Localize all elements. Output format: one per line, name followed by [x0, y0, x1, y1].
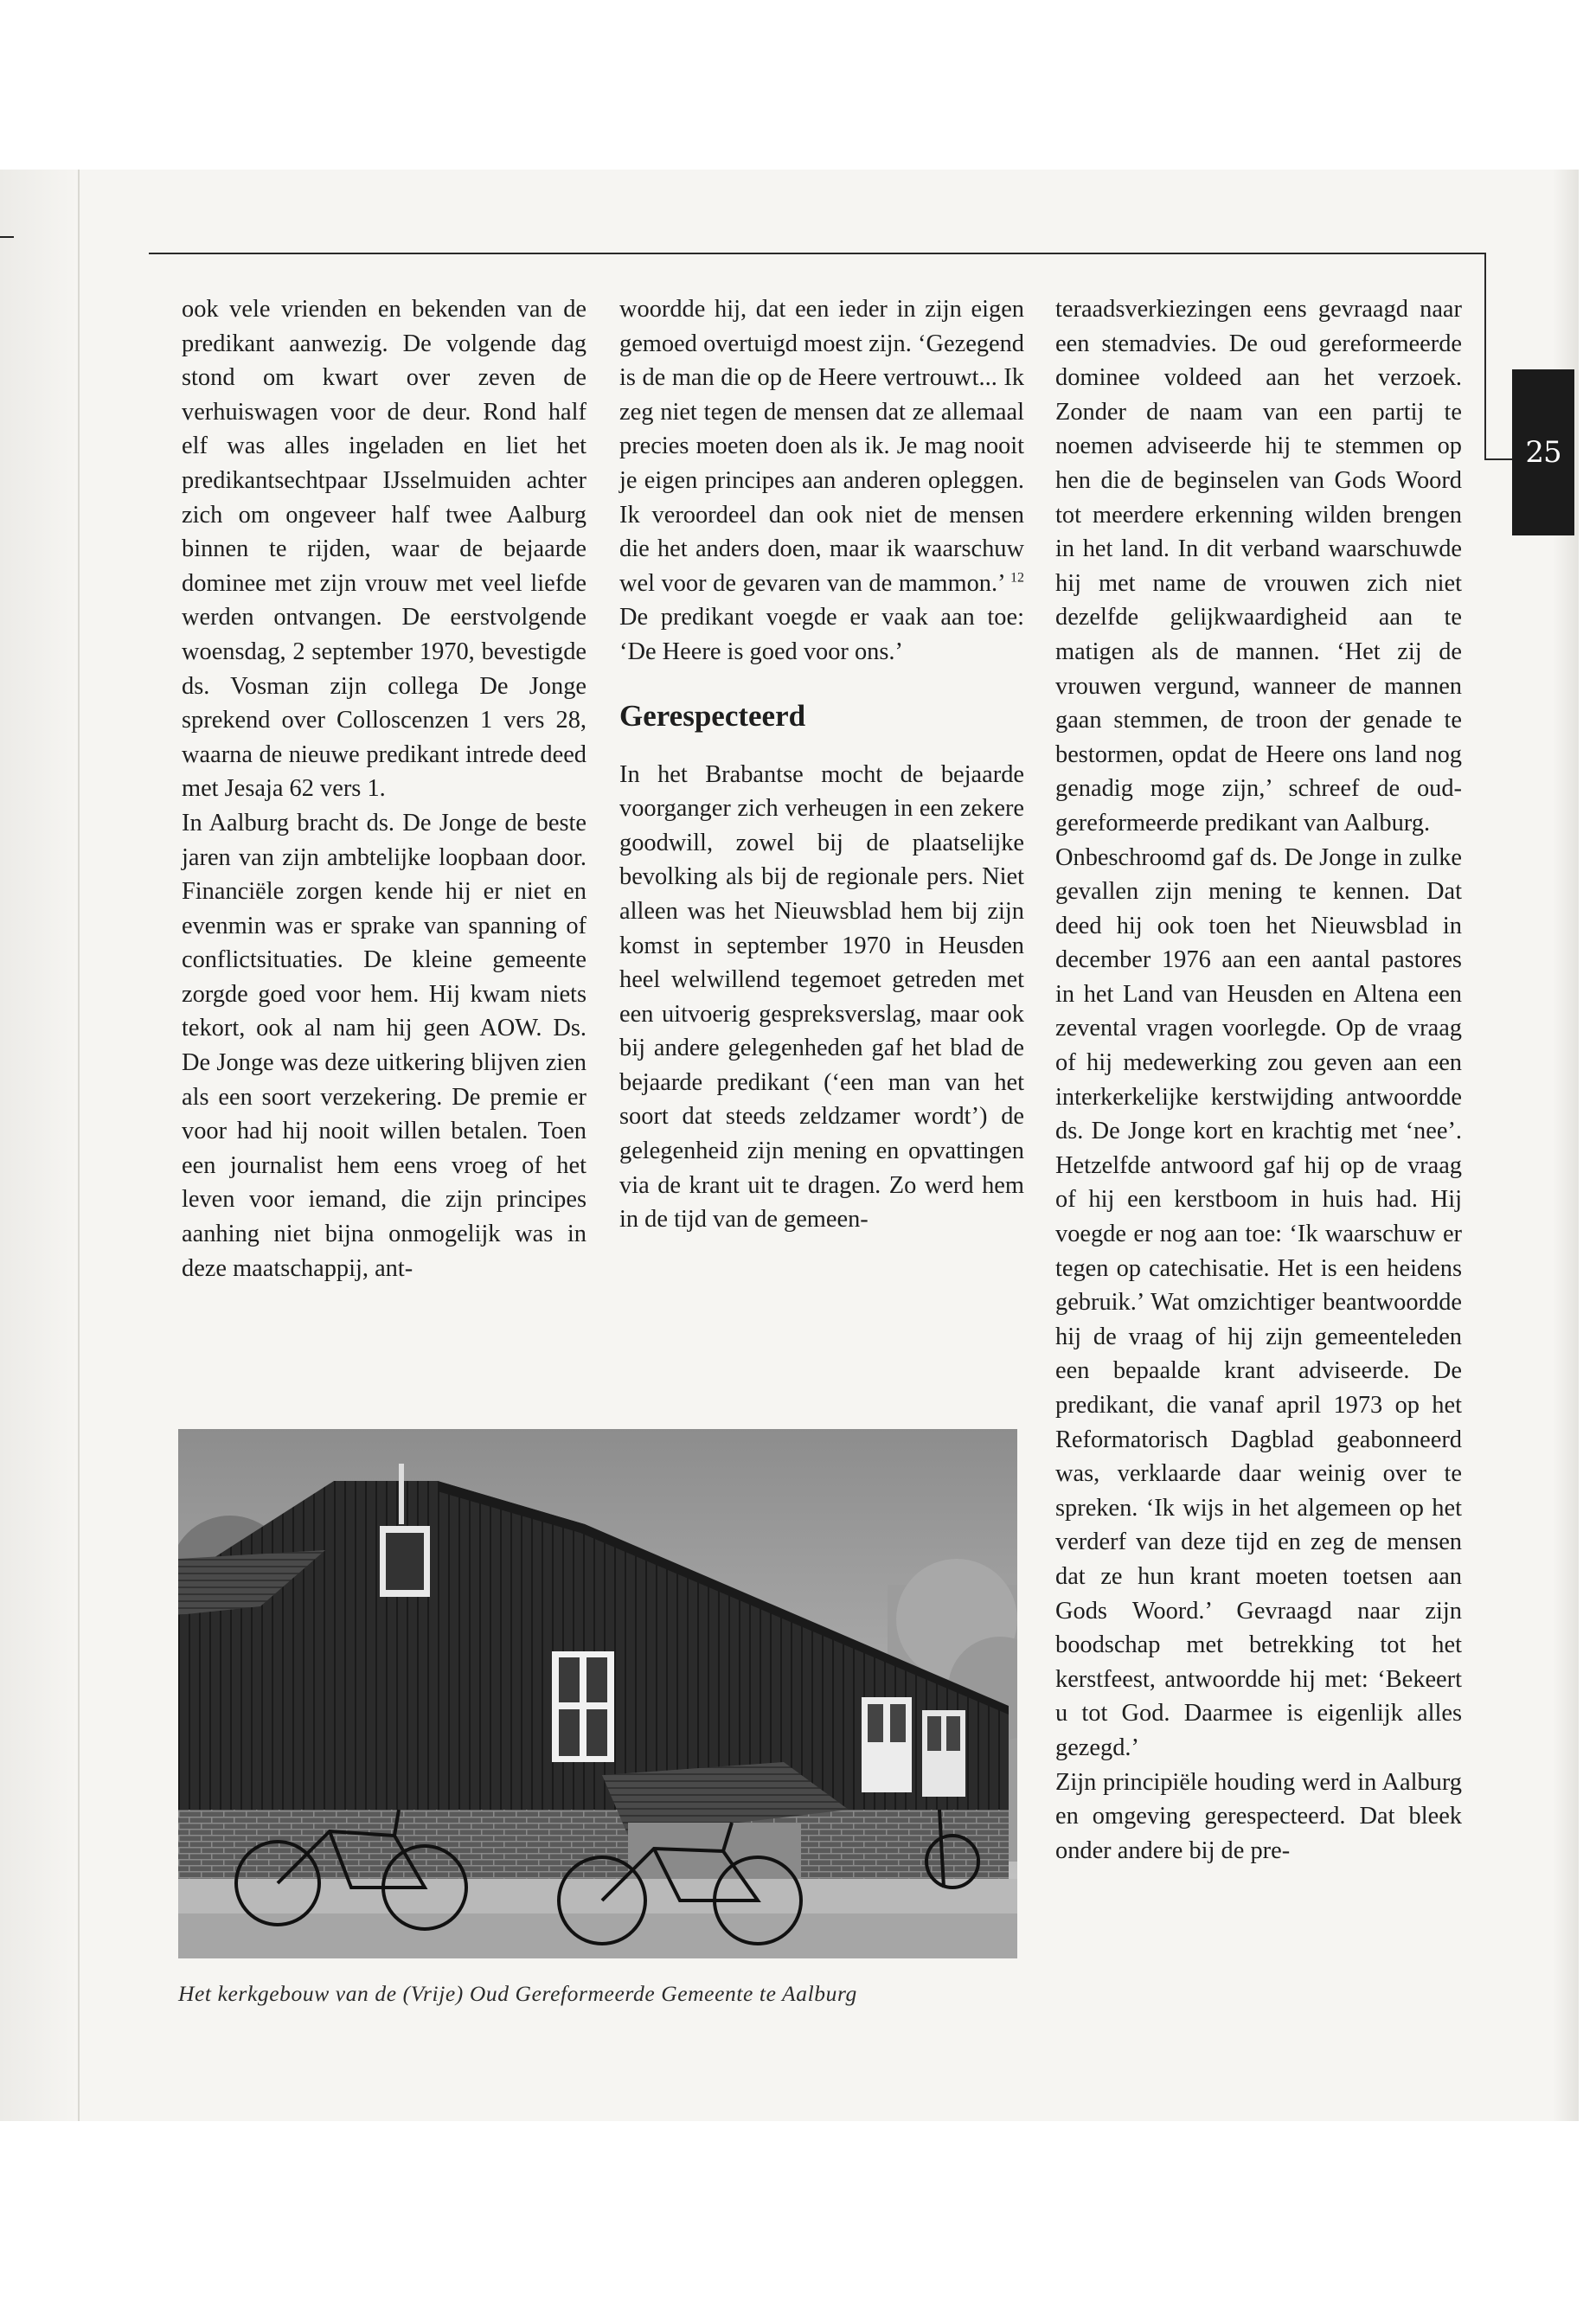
header-rule-vertical	[1484, 253, 1486, 460]
photo-caption: Het kerkgebouw van de (Vrije) Oud Gereformeerde Gemeente te Aalburg	[178, 1981, 857, 2006]
paragraph: In het Brabantse mocht de bejaarde voorganger zich verheugen in een zekere goodwill, zowel bij de plaatselijke bevolking als bij de regionale pers. Niet alleen was het Nieuwsblad hem bij zijn komst in september 1970 in Heusden heel welwillend tegemoet getreden met een uitvoerig gespreksverslag, maar ook bij andere gelegenheden gaf het blad de bejaarde predikant (‘een man van het soort dat steeds zeldzamer wordt’) de gelegenheid zijn mening en opvattingen via de krant uit te dragen. Zo werd hem in de tijd van de gemeen-	[619, 760, 1024, 1234]
text-column-1	[182, 292, 586, 1285]
paragraph: ook vele vrienden en bekenden van de predikant aanwezig. De volgende dag stond om kwart over zeven de verhuiswagen voor de deur. Rond half elf was alles ingeladen en liet het predikantsechtpaar IJsselmuiden achter zich om ongeveer half twee Aalburg binnen te rijden, waar de bejaarde dominee met zijn vrouw met veel liefde werden ontvangen. De eerstvolgende woensdag, 2 september 1970, bevestigde ds. Vosman zijn collega De Jonge sprekend over Colloscenzen 1 vers 28, waarna de nieuwe predikant intrede deed met Jesaja 62 vers 1.	[182, 296, 586, 803]
text-column-2	[619, 292, 1024, 1237]
paragraph: Zijn principiële houding werd in Aalburg en omgeving gerespecteerd. Dat bleek onder andere bij de pre-	[1055, 1768, 1462, 1864]
paragraph-text: woordde hij, dat een ieder in zijn eigen gemoed overtuigd moest zijn. ‘Gezegend is de man die op de Heere vertrouwt... Ik zeg niet tegen de mensen dat ze allemaal precies moeten doen als ik. Je mag nooit je eigen principes aan anderen opleggen. Ik veroordeel dan ook niet de mensen die het anders doen, maar ik waarschuw wel voor de gevaren van de mammon.’	[619, 296, 1024, 597]
page-number: 25	[1525, 435, 1561, 470]
text-column-3	[1055, 292, 1462, 1868]
church-building-illustration	[178, 1429, 1017, 1958]
paragraph: teraadsverkiezingen eens gevraagd naar een stemadvies. De oud gereformeerde dominee voldeed aan het verzoek. Zonder de naam van een partij te noemen adviseerde hij te stemmen op hen die de beginselen van Gods Woord tot meerdere erkenning wilden brengen in het land. In dit verband waarschuwde hij met name de vrouwen zich niet dezelfde gelijkwaardigheid aan te matigen als de mannen. ‘Het zij de vrouwen vergund, wanneer de mannen gaan stemmen, de troon der genade te bestormen, opdat de Heere ons land nog genadig moge zijn,’ schreef de oud-gereformeerde predikant van Aalburg.	[1055, 296, 1462, 836]
paragraph: Onbeschroomd gaf ds. De Jonge in zulke gevallen zijn mening te kennen. Dat deed hij ook toen het Nieuwsblad in december 1976 aan een aantal pastores in het Land van Heusden en Altena een zevental vragen voorlegde. Op de vraag of hij medewerking zou geven aan een interkerkelijke kerstwijding antwoordde ds. De Jonge kort en krachtig met ‘nee’. Hetzelfde antwoord gaf hij op de vraag of hij een kerstboom in huis had. Hij voegde er nog aan toe: ‘Ik waarschuw er tegen op catechisatie. Het is een heidens gebruik.’ Wat omzichtiger beantwoordde hij de vraag of hij zijn gemeenteleden een bepaalde krant adviseerde. De predikant, die vanaf april 1973 op het Reformatorisch Dagblad geabonneerd was, verklaarde daar weinig over te spreken. ‘Ik wijs in het algemeen op het verderf van deze tijd en zeg de mensen dat ze hun krant moeten toetsen aan Gods Woord.’ Gevraagd naar zijn boodschap met betrekking tot het kerstfeest, antwoordde hij met: ‘Bekeert u tot God. Daarmee is eigenlijk alles gezegd.’	[1055, 843, 1462, 1761]
church-photo	[178, 1429, 1017, 1958]
section-heading: Gerespecteerd	[619, 698, 806, 733]
footnote-marker: 12	[1010, 570, 1024, 586]
page-number-tab	[1512, 369, 1574, 535]
header-rule	[149, 253, 1486, 254]
paragraph: In Aalburg bracht ds. De Jonge de beste jaren van zijn ambtelijke loopbaan door. Financiële zorgen kende hij er niet en evenmin was er sprake van spanning of conflictsituaties. De kleine gemeente zorgde goed voor hem. Hij kwam niets tekort, ook al nam hij geen AOW. Ds. De Jonge was deze uitkering blijven zien als een soort verzekering. De premie er voor had hij nooit willen betalen. Toen een journalist hem eens vroeg of het leven voor iemand, die zijn principes aanhing niet bijna onmogelijk was in deze maatschappij, ant-	[182, 809, 586, 1282]
previous-page-edge	[0, 170, 80, 2121]
paragraph-text: De predikant voegde er vaak aan toe: ‘De Heere is goed voor ons.’	[619, 604, 1024, 665]
margin-mark	[0, 236, 14, 238]
paragraph	[619, 292, 1024, 670]
